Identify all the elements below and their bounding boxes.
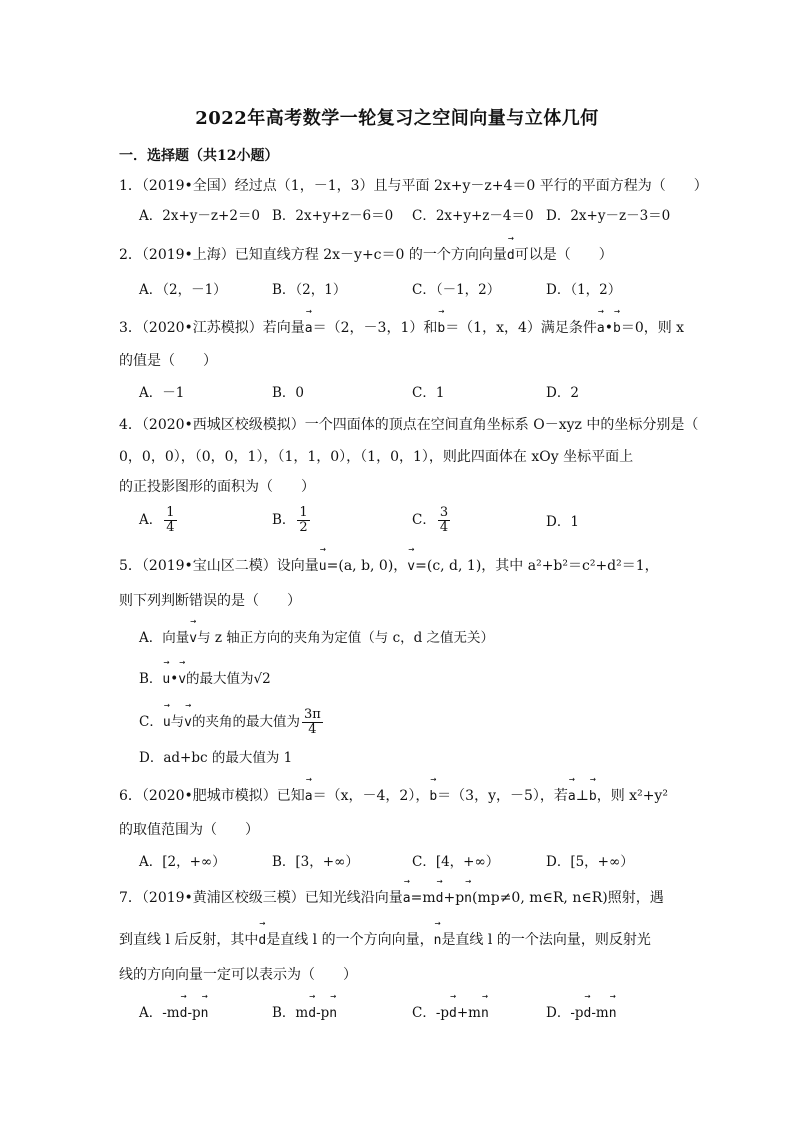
q2-text-pre: 2．（2019•上海）已知直线方程 2x－y+c＝0 的一个方向向量 [119,247,507,263]
q6-option-b: B．[3，+∞） [272,854,359,870]
fraction-denominator: 4 [439,520,449,535]
q5-option-a [139,628,494,649]
vector-n: → n [434,931,442,951]
q7-text-1: 7．（2019•黄浦区校级三模）已知光线沿向量 [119,890,403,906]
question-6 [119,786,668,807]
question-6-line-2: 的取值范围为（ ） [119,822,259,838]
q2-option-c: C．（－1，2） [412,282,501,298]
q7-l2-text-2: 是直线 l 的一个方向向量， [266,932,434,948]
question-4-line-3: 的正投影图形的面积为（ ） [119,479,315,495]
vector-u: → u [163,713,171,733]
q5-option-d: D．ad+bc 的最大值为 1 [139,750,293,766]
q7-text-2: =m [410,890,436,906]
vector-d: → d [507,246,515,266]
q5-text-2: =(a, b, 0)， [326,558,408,574]
q7-d-mid: -m [591,1005,609,1021]
section-heading: 一．选择题（共12小题） [119,148,279,164]
q5-option-b [139,669,271,690]
q3-option-a: A．－1 [139,385,185,401]
q7-option-a [139,1003,209,1024]
vector-v: → v [178,670,186,690]
q5-text-1: 5．（2019•宝山区二模）设向量 [119,558,319,574]
fraction-numerator: 3 [439,505,449,520]
q7-c-mid: +m [456,1005,481,1021]
q3-text-4: ＝0，则 x [620,320,685,336]
vector-b: → b [589,787,597,807]
question-3-line-2: 的值是（ ） [119,353,217,369]
q6-text-4: ，则 x²+y² [596,788,668,804]
fraction-denominator: 4 [166,520,175,535]
vector-d: → d [308,1004,316,1024]
q5-a-post: 与 z 轴正方向的夹角为定值（与 c，d 之值无关） [197,630,495,646]
question-2 [119,245,613,266]
question-5-line-2: 则下列判断错误的是（ ） [119,593,301,609]
q4-option-d: D．1 [546,514,579,530]
fraction-numerator: 3π [304,707,321,722]
q2-text-post: 可以是（ ） [514,247,613,263]
q7-b-mid: -p [316,1005,330,1021]
q6-text-1: 6．（2020•肥城市模拟）已知 [119,788,305,804]
q7-option-b [272,1003,337,1024]
q6-text-2: ＝（x，－4，2）， [312,788,430,804]
question-7-line-3: 线的方向向量一定可以表示为（ ） [119,967,357,983]
vector-v: → v [184,713,192,733]
fraction [297,506,309,535]
question-5 [119,556,659,577]
page-title: 2022年高考数学一轮复习之空间向量与立体几何 [195,108,599,129]
q5-option-c [139,708,323,737]
q7-option-d [546,1003,617,1024]
fraction-denominator: 4 [308,722,317,737]
fraction-numerator: 1 [299,505,308,520]
q7-text-3: +p [443,890,465,906]
q3-option-c: C．1 [412,385,445,401]
perpendicular-symbol: ⊥ [575,788,589,804]
q5-b-pre: B． [139,671,163,687]
vector-n: → n [481,1004,489,1024]
vector-b: → b [613,319,621,339]
vector-d: → d [436,889,444,909]
q7-l2-text-1: 到直线 l 后反射，其中 [119,932,259,948]
q7-l2-text-3: 是直线 l 的一个法向量，则反射光 [441,932,651,948]
q6-text-3: ＝（3，y，－5），若 [437,788,568,804]
q3-text-1: 3．（2020•江苏模拟）若向量 [119,320,305,336]
q2-option-b: B．（2，1） [272,282,347,298]
q1-option-b: B．2x+y+z－6＝0 [272,208,394,224]
vector-a: → a [568,787,576,807]
q2-option-a: A．（2，－1） [139,282,227,298]
vector-n: → n [329,1004,337,1024]
q2-option-d: D．（1，2） [546,282,622,298]
q4-option-a-label: A． [139,512,163,528]
question-7-line-2 [119,930,651,951]
vector-a: → a [403,889,411,909]
q5-b-post: 的最大值为√2 [186,671,271,687]
q7-c-pre: C．-p [412,1005,450,1021]
dot-symbol: • [604,320,613,336]
q3-option-d: D．2 [546,385,579,401]
fraction [438,506,450,535]
vector-n: → n [609,1004,617,1024]
q5-c-mid: 与 [170,714,185,730]
vector-d: → d [180,1004,188,1024]
dot-symbol: • [170,671,179,687]
q7-a-mid: -p [187,1005,201,1021]
q5-text-3: =(c, d, 1)，其中 a²+b²＝c²+d²＝1， [415,558,659,574]
vector-d: → d [584,1004,592,1024]
vector-b: → b [437,319,445,339]
q6-option-a: A．[2，+∞） [139,854,226,870]
question-1: 1．（2019•全国）经过点（1，－1，3）且与平面 2x+y－z+4＝0 平行的平面方程为（ ） [119,178,708,194]
q7-d-pre: D．-p [546,1005,584,1021]
q5-c-post: 的夹角的最大值为 [192,714,300,730]
q3-option-b: B．0 [272,385,305,401]
q6-option-d: D．[5，+∞） [546,854,634,870]
vector-n: → n [464,889,472,909]
q4-option-a [139,506,177,535]
q4-option-c-label: C． [412,512,436,528]
q1-option-c: C．2x+y+z－4＝0 [412,208,534,224]
q7-b-pre: B．m [272,1005,309,1021]
fraction [302,708,323,737]
q4-option-b-label: B． [272,512,296,528]
question-3 [119,318,684,339]
q1-option-a: A．2x+y－z+2＝0 [139,208,260,224]
vector-a: → a [597,319,605,339]
q7-text-4: (mp≠0, m∈R, n∈R)照射，遇 [472,890,664,906]
q4-option-c [412,506,450,535]
vector-d: → d [258,931,266,951]
q4-option-b [272,506,310,535]
question-7 [119,888,664,909]
q3-text-2: ＝（2，－3，1）和 [312,320,438,336]
q3-text-3: ＝（1，x，4）满足条件 [445,320,597,336]
vector-v: → v [407,557,415,577]
vector-a: → a [305,319,313,339]
fraction-numerator: 1 [166,505,175,520]
question-4-line-2: 0，0，0），（0，0，1），（1，1，0），（1，0，1），则此四面体在 xOy 坐标平面上 [119,449,634,465]
q1-option-d: D．2x+y－z－3＝0 [546,208,671,224]
q7-option-c [412,1003,489,1024]
vector-v: → v [189,629,197,649]
vector-b: → b [429,787,437,807]
vector-d: → d [449,1004,457,1024]
q6-option-c: C．[4，+∞） [412,854,500,870]
q5-a-pre: A．向量 [139,630,190,646]
question-4-line-1: 4．（2020•西城区校级模拟）一个四面体的顶点在空间直角坐标系 O－xyz 中的坐标分别是（ [119,417,699,433]
q5-c-pre: C． [139,714,163,730]
vector-n: → n [201,1004,209,1024]
fraction [164,506,176,535]
vector-u: → u [162,670,170,690]
vector-a: → a [305,787,313,807]
vector-u: → u [319,557,327,577]
q7-a-pre: A．-m [139,1005,180,1021]
fraction-denominator: 2 [299,520,308,535]
